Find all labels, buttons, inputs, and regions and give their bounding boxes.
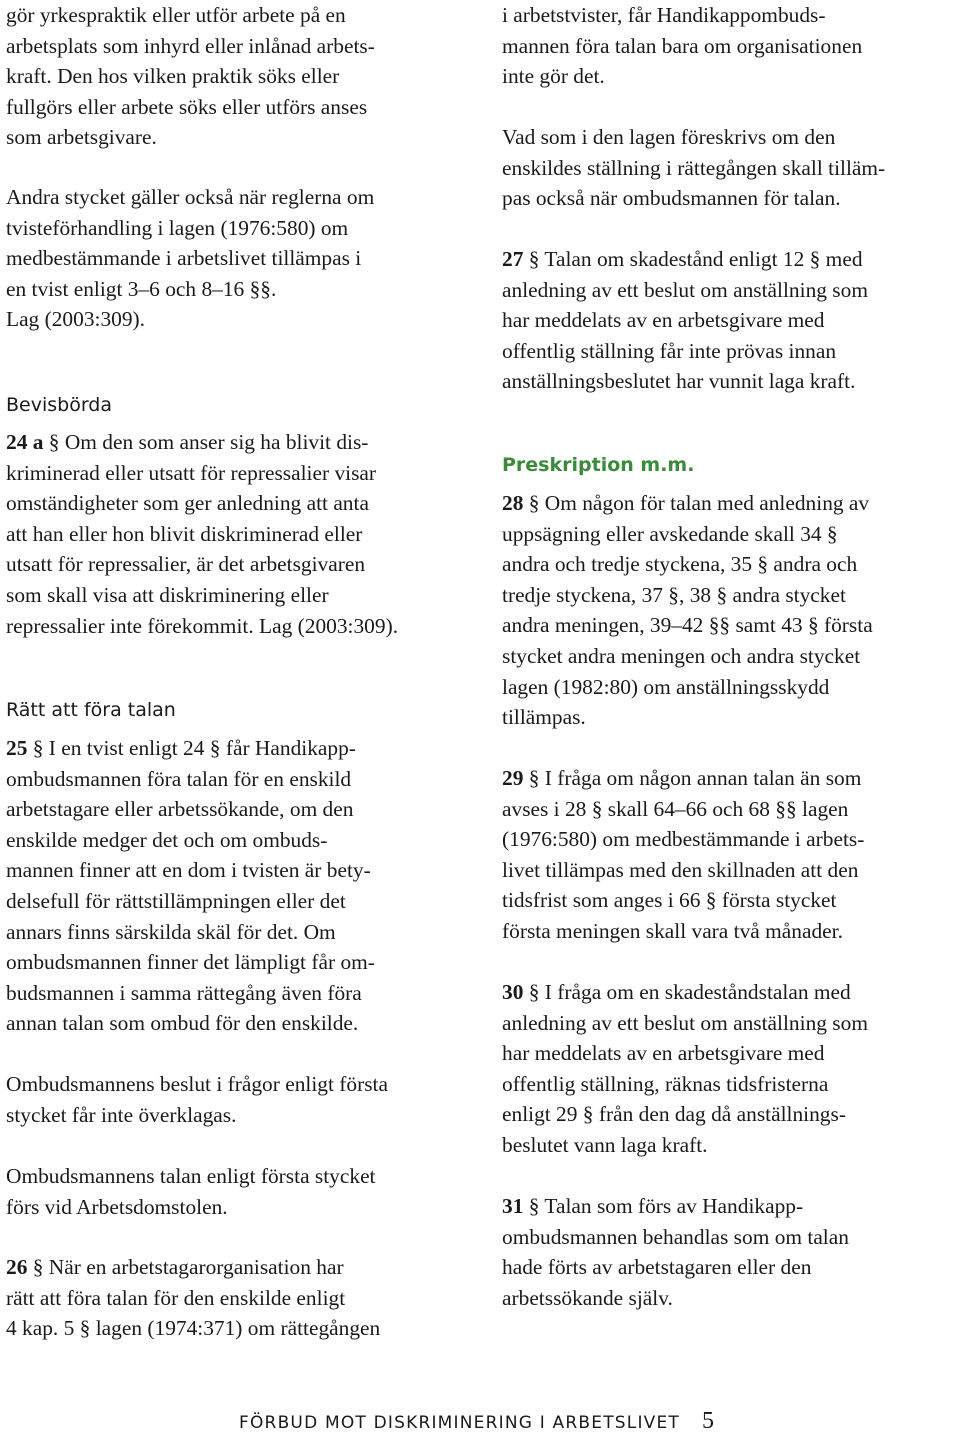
- text-line: [502, 1191, 849, 1222]
- body-paragraph: [6, 1161, 376, 1222]
- text-line: 4 kap. 5 § lagen (1974:371) om rättegången: [6, 1316, 381, 1341]
- text-line: tillämpas.: [502, 705, 586, 730]
- body-paragraph: [6, 182, 374, 335]
- text-line: arbetssökande själv.: [502, 1285, 673, 1310]
- text-line-content: § I fråga om en skadeståndstalan med: [528, 980, 851, 1004]
- text-line: livet tillämpas med den skillnaden att den: [502, 857, 859, 882]
- text-line: inte gör det.: [502, 64, 605, 89]
- text-line: Lag (2003:309).: [6, 307, 146, 332]
- text-line: [502, 244, 868, 275]
- text-line: andra och tredje styckena, 35 § andra och: [502, 552, 858, 577]
- page-footer: [239, 1408, 939, 1442]
- text-line: ombudsmannen behandlas som om talan: [502, 1224, 849, 1249]
- text-line: tvisteförhandling i lagen (1976:580) om: [6, 215, 349, 240]
- section-number: 29: [502, 766, 524, 790]
- text-line: stycket andra meningen och andra stycket: [502, 643, 861, 668]
- law-section-paragraph: [6, 427, 398, 641]
- body-paragraph: [502, 0, 862, 92]
- text-line: ombudsmannen finner det lämpligt får om-: [6, 950, 375, 975]
- page-number: 5: [702, 1408, 715, 1434]
- text-line-content: § I fråga om någon annan talan än som: [528, 766, 862, 790]
- body-paragraph: [6, 0, 375, 153]
- running-footer-title: FÖRBUD MOT DISKRIMINERING I ARBETSLIVET: [239, 1413, 681, 1433]
- text-line: annan talan som ombud för den enskilde.: [6, 1011, 359, 1036]
- text-line: budsmannen i samma rättegång även föra: [6, 980, 362, 1005]
- text-line: förs vid Arbetsdomstolen.: [6, 1194, 228, 1219]
- text-line: (1976:580) om medbestämmande i arbets-: [502, 827, 865, 852]
- section-heading: Bevisbörda: [6, 394, 113, 416]
- text-line: [6, 1252, 380, 1283]
- text-line: Ombudsmannens talan enligt första stycket: [6, 1164, 376, 1188]
- text-line: tredje styckena, 37 §, 38 § andra stycket: [502, 582, 846, 607]
- section-number: 27: [502, 247, 524, 271]
- section-number: 25: [6, 736, 28, 760]
- law-section-paragraph: [502, 244, 868, 397]
- text-line: kriminerad eller utsatt för repressalier visar: [6, 460, 377, 485]
- section-number: 24 a: [6, 430, 44, 454]
- text-line: andra meningen, 39–42 §§ samt 43 § första: [502, 613, 873, 638]
- text-line: fullgörs eller arbete söks eller utförs anses: [6, 94, 368, 119]
- text-line-content: § När en arbetstagarorganisation har: [32, 1255, 344, 1279]
- text-line-content: § Talan som förs av Handikapp-: [528, 1194, 804, 1218]
- text-line: beslutet vann laga kraft.: [502, 1132, 708, 1157]
- text-line: repressalier inte förekommit. Lag (2003:309).: [6, 613, 399, 638]
- text-line: kraft. Den hos vilken praktik söks eller: [6, 64, 340, 89]
- section-heading: Preskription m.m.: [502, 454, 695, 476]
- text-line: delsefull för rättstillämpningen eller det: [6, 888, 346, 913]
- text-line: mannen finner att en dom i tvisten är bety-: [6, 858, 371, 883]
- section-heading: Rätt att föra talan: [6, 699, 176, 721]
- text-line: Andra stycket gäller också när reglerna om: [6, 185, 375, 209]
- text-line: [502, 977, 868, 1008]
- text-line-content: § Talan om skadestånd enligt 12 § med: [528, 247, 863, 271]
- text-line-content: § Om den som anser sig ha blivit dis-: [48, 430, 369, 454]
- text-line: enskilde medger det och om ombuds-: [6, 827, 328, 852]
- text-line: lagen (1982:80) om anställningsskydd: [502, 674, 830, 699]
- law-section-paragraph: [502, 977, 868, 1161]
- text-line: [502, 488, 873, 519]
- text-line-content: § I en tvist enligt 24 § får Handikapp-: [32, 736, 356, 760]
- text-line: tidsfrist som anges i 66 § första stycket: [502, 888, 837, 913]
- text-line: avses i 28 § skall 64–66 och 68 §§ lagen: [502, 796, 849, 821]
- section-number: 28: [502, 491, 524, 515]
- law-section-paragraph: [502, 1191, 849, 1313]
- text-line: Vad som i den lagen föreskrivs om den: [502, 125, 836, 149]
- text-line: första meningen skall vara två månader.: [502, 918, 843, 943]
- text-line: gör yrkespraktik eller utför arbete på en: [6, 3, 346, 27]
- text-line: enligt 29 § från den dag då anställnings-: [502, 1102, 846, 1127]
- text-line: [6, 733, 375, 764]
- law-section-paragraph: [502, 488, 873, 733]
- text-line: utsatt för repressalier, är det arbetsgivaren: [6, 552, 366, 577]
- text-line: rätt att föra talan för den enskilde enligt: [6, 1285, 346, 1310]
- text-line-content: § Om någon för talan med anledning av: [528, 491, 870, 515]
- body-paragraph: [502, 122, 885, 214]
- text-line: offentlig ställning får inte prövas innan: [502, 338, 837, 363]
- text-line: hade förts av arbetstagaren eller den: [502, 1255, 812, 1280]
- text-line: Ombudsmannens beslut i frågor enligt första: [6, 1072, 388, 1096]
- text-line: som arbetsgivare.: [6, 125, 157, 150]
- text-line: uppsägning eller avskedande skall 34 §: [502, 521, 838, 546]
- section-number: 30: [502, 980, 524, 1004]
- text-line: ombudsmannen föra talan för en enskild: [6, 766, 352, 791]
- text-line: anledning av ett beslut om anställning som: [502, 1010, 868, 1035]
- text-line: som skall visa att diskriminering eller: [6, 582, 329, 607]
- text-line: [502, 763, 864, 794]
- body-paragraph: [6, 1069, 388, 1130]
- section-number: 31: [502, 1194, 524, 1218]
- text-line: i arbetstvister, får Handikappombuds-: [502, 3, 826, 27]
- text-line: omständigheter som ger anledning att anta: [6, 491, 369, 516]
- text-line: arbetsplats som inhyrd eller inlånad arbets-: [6, 33, 375, 58]
- text-line: har meddelats av en arbetsgivare med: [502, 1041, 825, 1066]
- text-line: en tvist enligt 3–6 och 8–16 §§.: [6, 276, 277, 301]
- law-section-paragraph: [6, 1252, 380, 1344]
- text-line: annars finns särskilda skäl för det. Om: [6, 919, 336, 944]
- text-line: att han eller hon blivit diskriminerad eller: [6, 521, 363, 546]
- law-section-paragraph: [6, 733, 375, 1039]
- text-line: anledning av ett beslut om anställning som: [502, 277, 868, 302]
- text-line: har meddelats av en arbetsgivare med: [502, 308, 825, 333]
- text-line: mannen föra talan bara om organisationen: [502, 33, 863, 58]
- text-line: [6, 427, 398, 458]
- text-line: enskildes ställning i rättegången skall tilläm-: [502, 155, 886, 180]
- section-number: 26: [6, 1255, 28, 1279]
- law-section-paragraph: [502, 763, 864, 947]
- text-line: arbetstagare eller arbetssökande, om den: [6, 797, 354, 822]
- text-line: anställningsbeslutet har vunnit laga kraft.: [502, 369, 856, 394]
- text-line: stycket får inte överklagas.: [6, 1102, 237, 1127]
- text-line: pas också när ombudsmannen för talan.: [502, 186, 841, 211]
- text-line: offentlig ställning, räknas tidsfristerna: [502, 1071, 829, 1096]
- text-line: medbestämmande i arbetslivet tillämpas i: [6, 246, 362, 271]
